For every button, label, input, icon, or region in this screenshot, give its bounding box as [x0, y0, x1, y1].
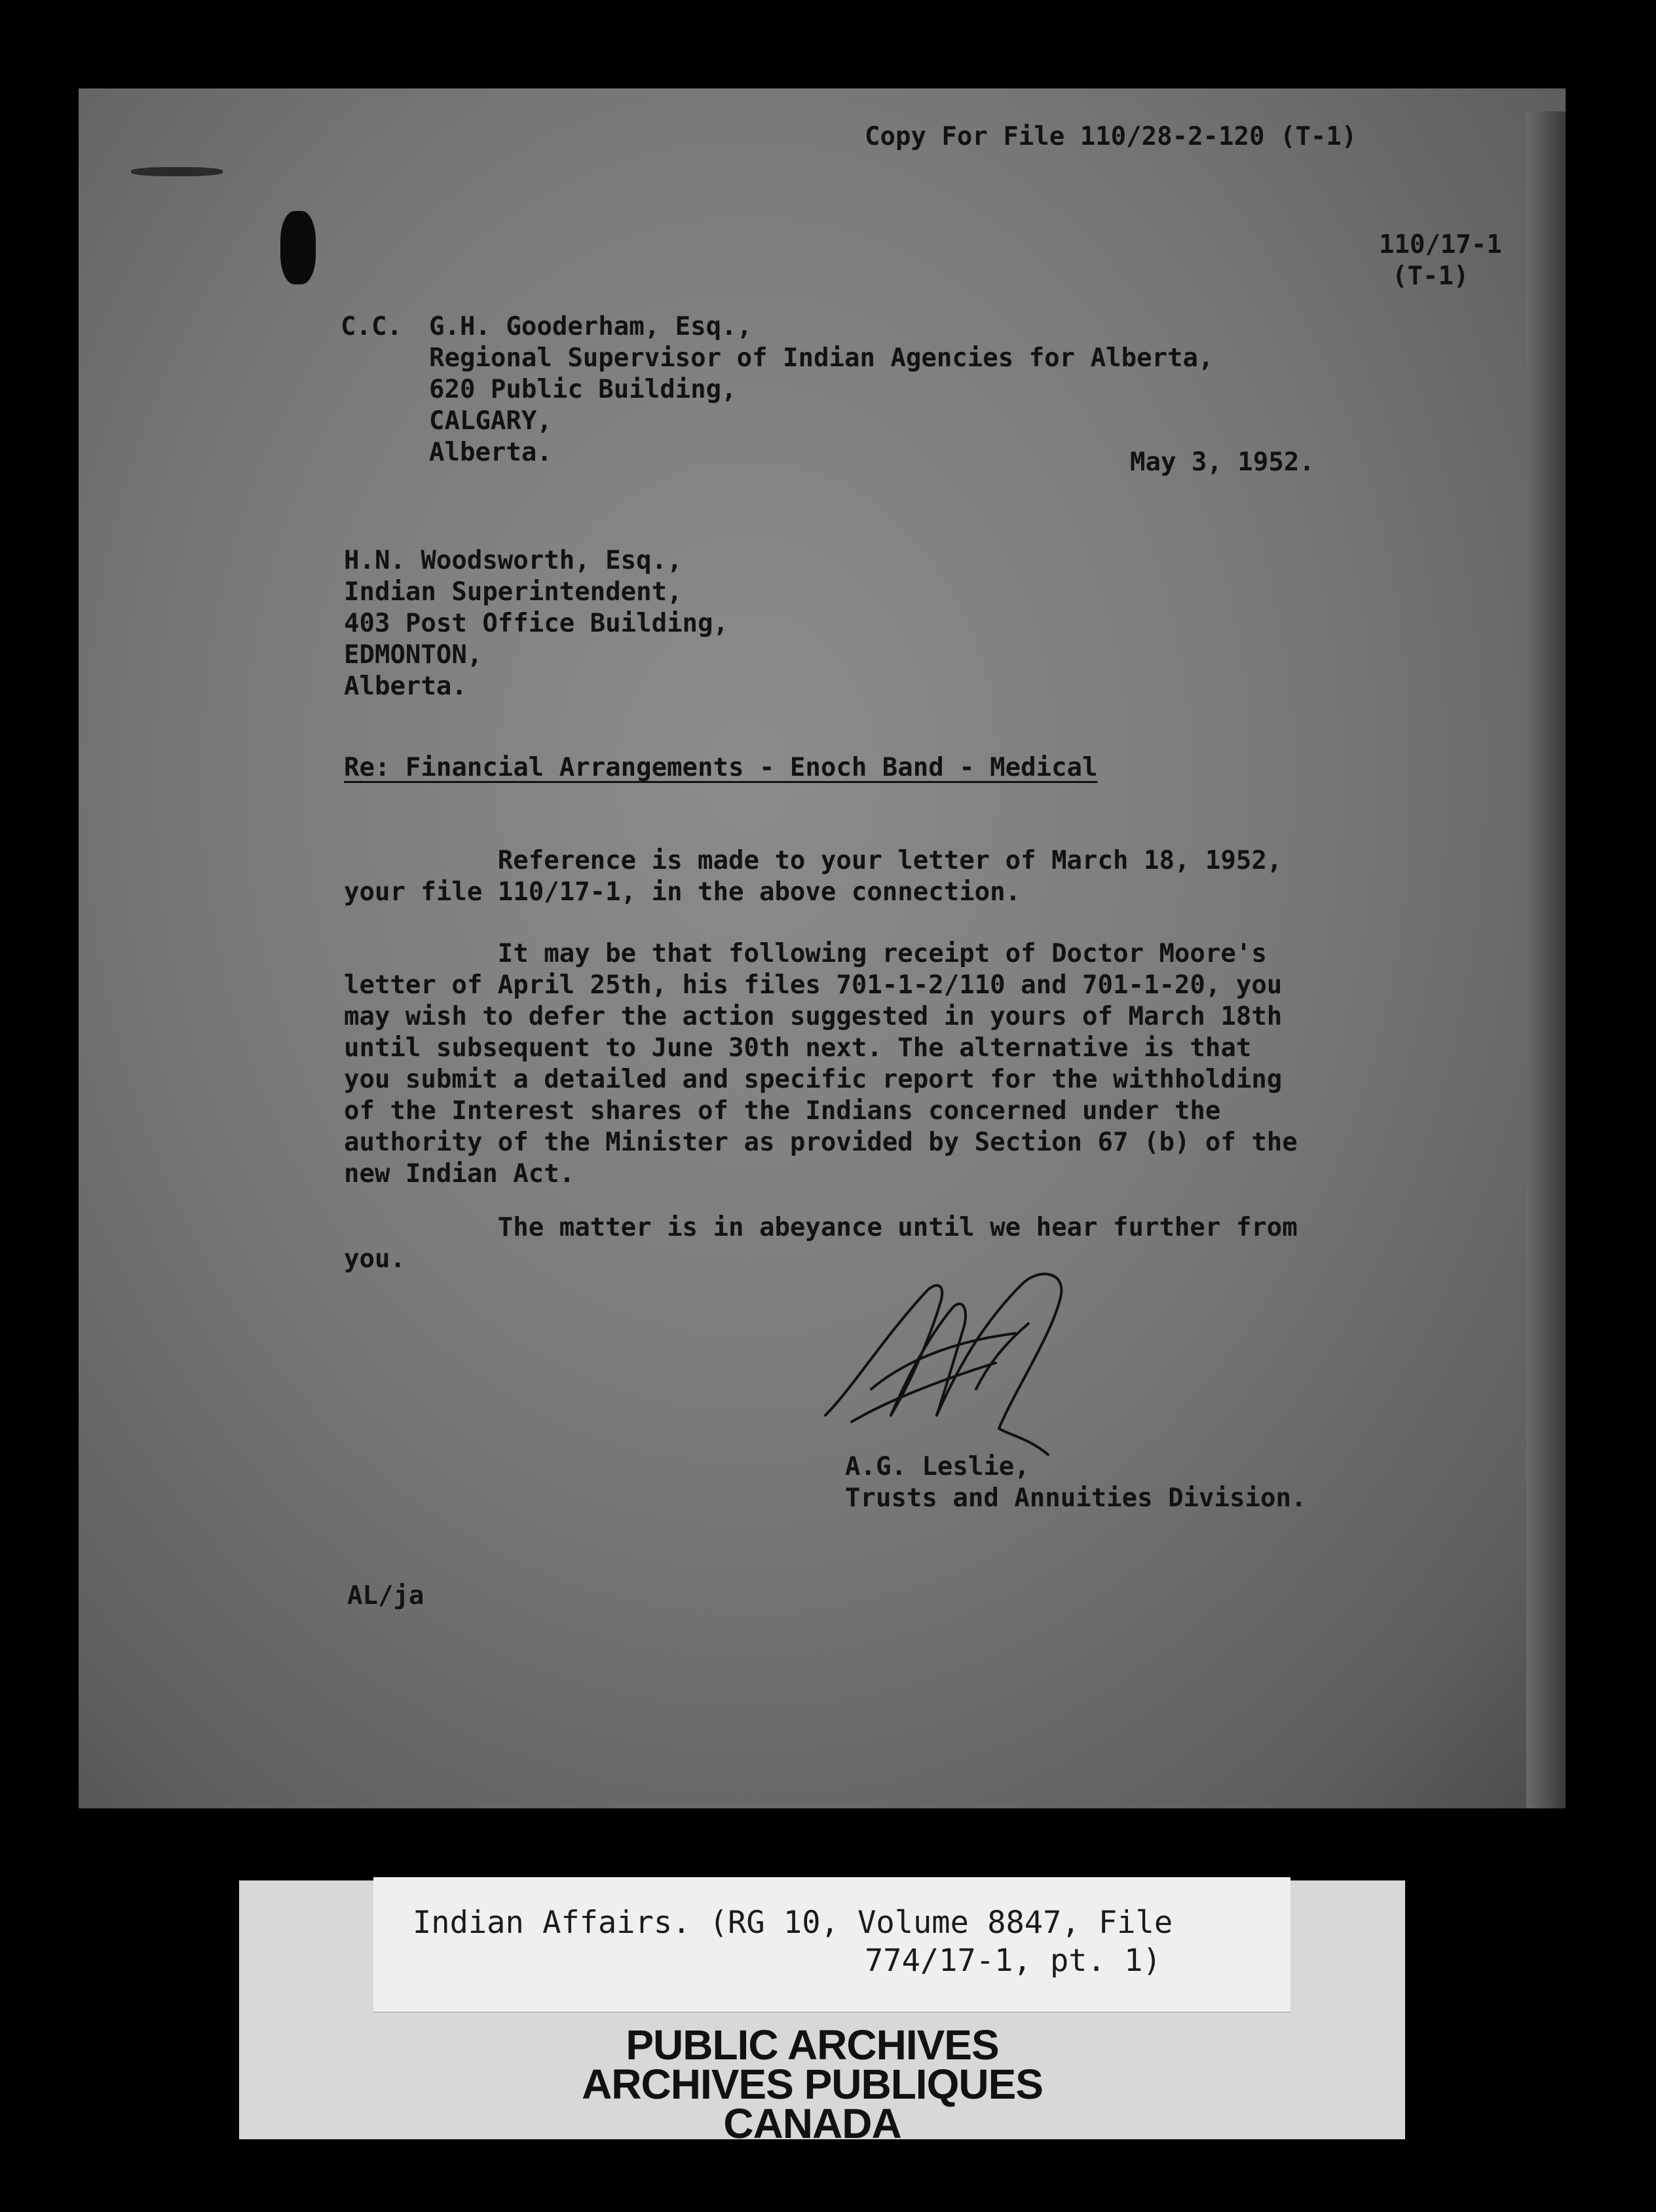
addressee-line: Alberta. — [344, 672, 467, 701]
addressee-line: H.N. Woodsworth, Esq., — [344, 546, 683, 575]
archive-stamp-line: ARCHIVES PUBLIQUES — [582, 2061, 1043, 2108]
ink-smudge — [131, 167, 223, 176]
cc-line: CALGARY, — [429, 406, 552, 436]
ink-blot — [280, 211, 316, 284]
body-paragraph: Reference is made to your letter of March 18, 1952, your file 110/17-1, in the above connection. — [344, 846, 1283, 907]
archive-stamp-line: PUBLIC ARCHIVES — [626, 2021, 999, 2069]
file-reference-number: 110/17-1 — [1379, 230, 1502, 259]
file-reference-code: (T-1) — [1392, 261, 1469, 291]
addressee-line: EDMONTON, — [344, 640, 483, 670]
addressee-line: Indian Superintendent, — [344, 577, 683, 607]
cc-prefix: C.C. — [341, 312, 402, 341]
cc-line: Regional Supervisor of Indian Agencies for Alberta, — [429, 343, 1214, 373]
body-paragraph: The matter is in abeyance until we hear further from you. — [344, 1213, 1298, 1274]
letter-date: May 3, 1952. — [1130, 448, 1315, 477]
signatory-division: Trusts and Annuities Division. — [845, 1483, 1307, 1513]
archive-stamp-line: CANADA — [723, 2100, 901, 2147]
handwritten-signature — [812, 1258, 1120, 1474]
body-paragraph: It may be that following receipt of Doctor Moore's letter of April 25th, his files 701-1-2/110 and 701-1-20, you may wish to defer the action suggested in yours of March 18th until subsequent to June 30th next. The alternative is that you submit a detailed and specific report for the withholding of the Interest shares of the Indians concerned under the authority of the Minister as provided by Section 67 (b) of the new Indian Act. — [344, 939, 1298, 1189]
archive-reference-slip — [373, 1877, 1290, 2012]
file-copy-note: Copy For File 110/28-2-120 (T-1) — [865, 122, 1357, 151]
archive-slip-line: Indian Affairs. (RG 10, Volume 8847, File — [413, 1905, 1173, 1941]
archive-slip-line: 774/17-1, pt. 1) — [865, 1943, 1161, 1979]
signatory-name: A.G. Leslie, — [845, 1452, 1030, 1481]
typist-initials: AL/ja — [347, 1581, 424, 1611]
cc-line: Alberta. — [429, 438, 552, 467]
cc-line: 620 Public Building, — [429, 375, 737, 404]
addressee-line: 403 Post Office Building, — [344, 609, 728, 638]
subject-line: Re: Financial Arrangements - Enoch Band - Medical — [344, 753, 1098, 782]
page-edge — [1526, 111, 1566, 1808]
cc-line: G.H. Gooderham, Esq., — [429, 312, 753, 341]
